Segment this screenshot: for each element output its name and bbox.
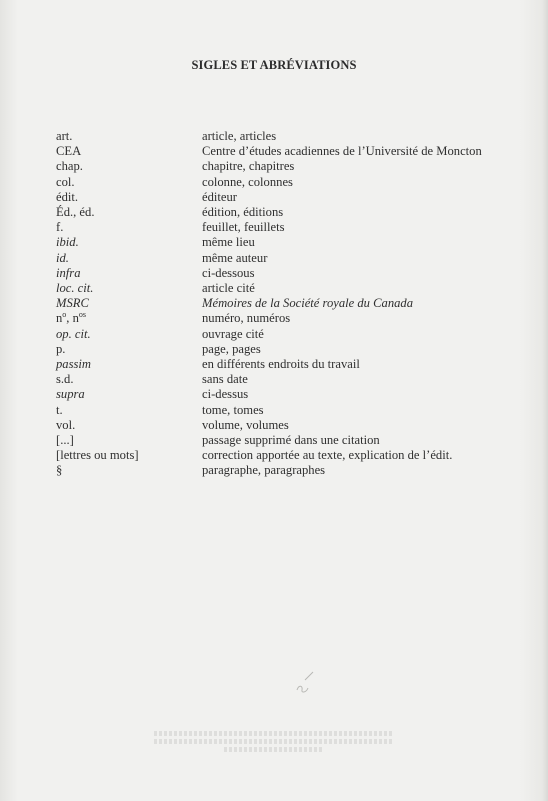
abbreviation-entry: [56, 220, 496, 235]
abbreviation-definition: sans date: [202, 372, 248, 387]
term-text: vol.: [56, 417, 76, 432]
abbreviation-definition: colonne, colonnes: [202, 174, 293, 189]
term-text-b: , n: [66, 311, 79, 326]
abbreviation-entry: [56, 327, 496, 342]
term-text: supra: [56, 387, 85, 402]
abbreviation-entry: [56, 266, 496, 281]
abbreviation-entry: [56, 372, 496, 387]
abbreviation-term: [56, 357, 202, 372]
bleed-line: [154, 739, 394, 744]
term-text: t.: [56, 402, 63, 417]
term-text: édit.: [56, 189, 79, 204]
term-superscript: o: [62, 310, 67, 320]
term-text: CEA: [56, 144, 82, 159]
abbreviation-term: [56, 220, 202, 235]
abbreviation-entry: [56, 387, 496, 402]
bleed-line: [224, 747, 324, 752]
abbreviation-entry: [56, 448, 496, 463]
term-text: chap.: [56, 159, 83, 174]
abbreviation-term: [56, 296, 202, 311]
term-text: loc. cit.: [56, 281, 94, 296]
term-text: §: [56, 463, 63, 478]
abbreviation-entry: [56, 403, 496, 418]
term-text: s.d.: [56, 372, 74, 387]
abbreviation-entry: [56, 251, 496, 266]
abbreviation-definition: Mémoires de la Société royale du Canada: [202, 296, 414, 311]
term-superscript-b: os: [78, 310, 87, 320]
abbreviation-entry: [56, 357, 496, 372]
abbreviation-entry: [56, 296, 496, 311]
term-text: infra: [56, 265, 81, 280]
abbreviation-definition: passage supprimé dans une citation: [202, 433, 380, 448]
abbreviation-term: [56, 403, 202, 418]
abbreviation-definition: ci-dessus: [202, 387, 249, 402]
abbreviation-term: [56, 418, 202, 433]
abbreviation-term: [56, 235, 202, 250]
pencil-mark: [293, 668, 317, 696]
abbreviation-definition: édition, éditions: [202, 205, 284, 220]
abbreviation-definition: chapitre, chapitres: [202, 159, 295, 174]
abbreviation-term: [56, 327, 202, 342]
abbreviation-definition: paragraphe, paragraphes: [202, 463, 326, 478]
abbreviation-entry: [56, 281, 496, 296]
term-text: n: [56, 311, 63, 326]
abbreviation-term: [56, 463, 202, 478]
term-text: MSRC: [56, 296, 89, 311]
abbreviation-definition: page, pages: [202, 341, 261, 356]
abbreviation-term: [56, 387, 202, 402]
abbreviation-entry: [56, 418, 496, 433]
abbreviation-entry: [56, 235, 496, 250]
abbreviation-definition: ci-dessous: [202, 265, 255, 280]
abbreviation-term: [56, 281, 202, 296]
abbreviation-definition: même auteur: [202, 250, 268, 265]
abbreviation-definition: feuillet, feuillets: [202, 220, 285, 235]
abbreviation-term: [56, 251, 202, 266]
abbreviation-term: [56, 342, 202, 357]
abbreviation-definition: correction apportée au texte, explication de l’édit.: [202, 448, 453, 463]
bleed-through-text: [138, 728, 410, 755]
term-text: f.: [56, 220, 64, 235]
term-text: [...]: [56, 433, 74, 448]
abbreviation-term: [56, 129, 202, 144]
abbreviation-entry: [56, 205, 496, 220]
abbreviation-list: [56, 129, 496, 479]
abbreviation-term: [56, 205, 202, 220]
term-text: [lettres ou mots]: [56, 448, 139, 463]
abbreviation-term: [56, 175, 202, 190]
abbreviation-term: [56, 266, 202, 281]
abbreviation-term: [56, 144, 202, 159]
abbreviation-definition: article, articles: [202, 129, 277, 143]
abbreviation-entry: [56, 433, 496, 448]
abbreviation-entry: [56, 175, 496, 190]
abbreviation-entry: [56, 190, 496, 205]
abbreviation-definition: article cité: [202, 281, 255, 296]
term-text: op. cit.: [56, 326, 91, 341]
abbreviation-term: [56, 159, 202, 174]
bleed-line: [154, 731, 394, 736]
abbreviation-term: [56, 311, 202, 326]
term-text: p.: [56, 341, 66, 356]
abbreviation-term: [56, 372, 202, 387]
abbreviation-entry: [56, 159, 496, 174]
abbreviation-entry: [56, 463, 496, 478]
term-text: ibid.: [56, 235, 79, 250]
term-text: art.: [56, 129, 73, 143]
abbreviation-definition: éditeur: [202, 189, 237, 204]
abbreviation-definition: volume, volumes: [202, 417, 289, 432]
term-text: Éd., éd.: [56, 205, 95, 220]
abbreviation-definition: en différents endroits du travail: [202, 357, 360, 372]
term-text: passim: [56, 357, 91, 372]
abbreviation-definition: tome, tomes: [202, 402, 264, 417]
abbreviation-entry: [56, 129, 496, 144]
abbreviation-term: [56, 448, 202, 463]
page-title: SIGLES ET ABRÉVIATIONS: [191, 58, 357, 72]
term-text: col.: [56, 174, 75, 189]
abbreviation-entry: [56, 311, 496, 326]
abbreviation-definition: numéro, numéros: [202, 311, 291, 326]
abbreviation-definition: même lieu: [202, 235, 255, 250]
abbreviation-entry: [56, 342, 496, 357]
abbreviation-term: [56, 433, 202, 448]
abbreviation-entry: [56, 144, 496, 159]
abbreviation-definition: ouvrage cité: [202, 326, 264, 341]
page-edge-shadow: [542, 0, 548, 801]
abbreviation-definition: Centre d’études acadiennes de l’Université de Moncton: [202, 144, 482, 159]
term-text: id.: [56, 250, 69, 265]
abbreviation-term: [56, 190, 202, 205]
